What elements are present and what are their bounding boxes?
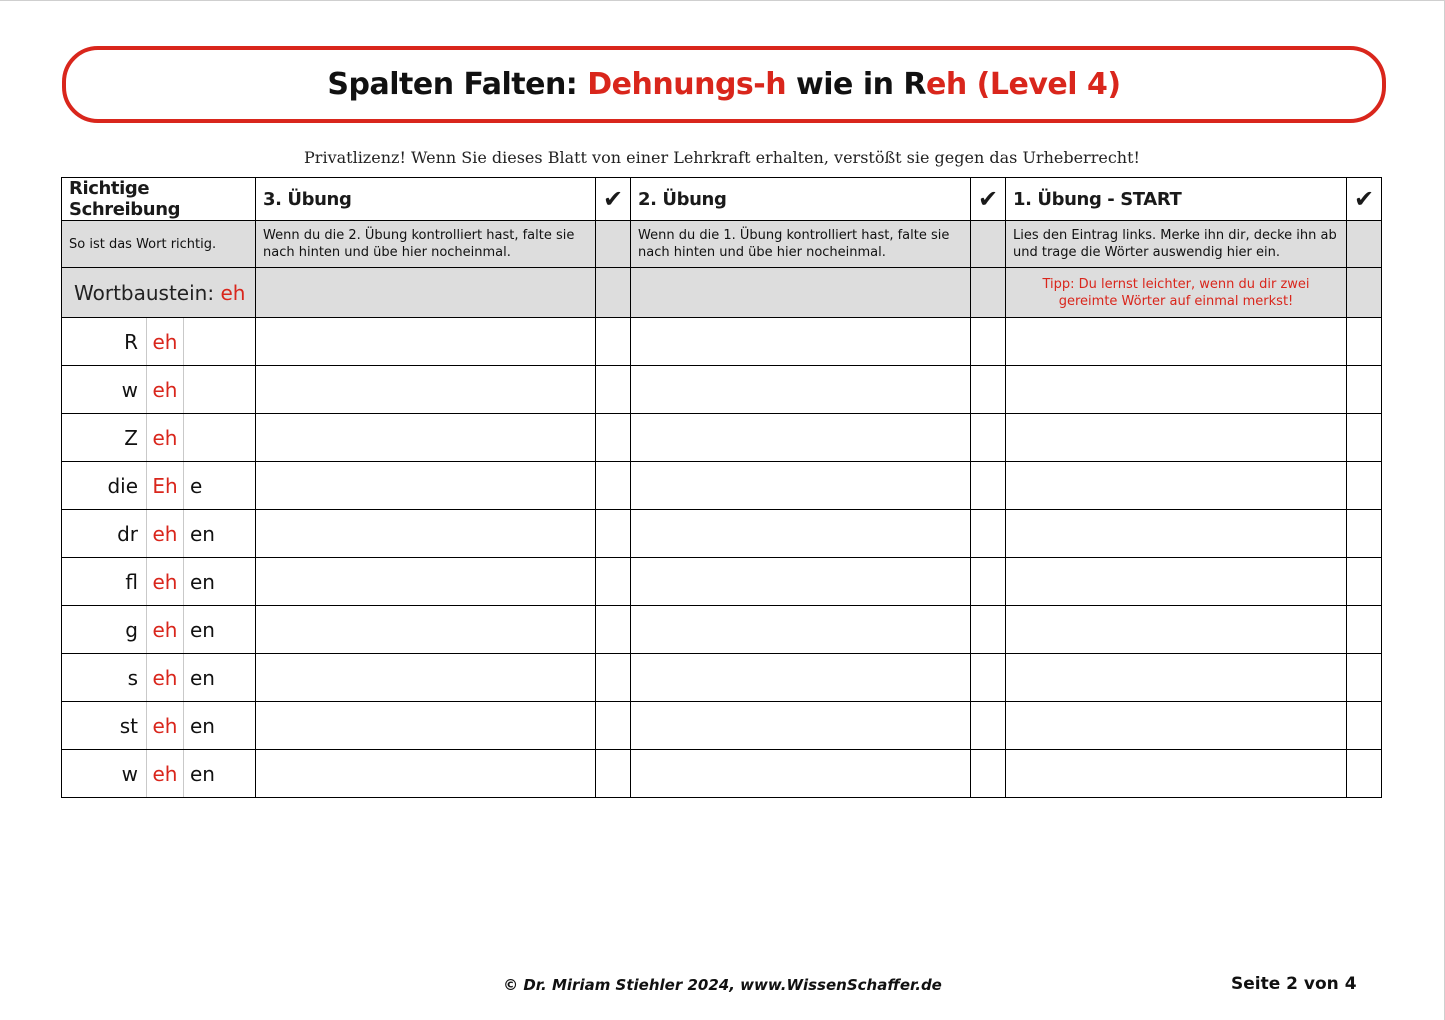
word-prefix: R	[124, 329, 138, 354]
check-cell	[1347, 268, 1382, 318]
word-stem-highlight: eh	[146, 702, 184, 749]
check-cell[interactable]	[1347, 750, 1382, 798]
word-suffix: en	[190, 617, 215, 642]
word-parts	[62, 366, 255, 413]
wortbaustein-label	[62, 268, 256, 318]
empty-cell	[256, 268, 596, 318]
check-cell[interactable]	[1347, 366, 1382, 414]
check-cell[interactable]	[971, 414, 1006, 462]
exercise-1-input-cell[interactable]	[1006, 510, 1347, 558]
table-row	[62, 654, 1382, 702]
exercise-table	[61, 177, 1382, 798]
table-row	[62, 366, 1382, 414]
word-cell	[62, 702, 256, 750]
word-stem-highlight: eh	[146, 654, 184, 701]
check-cell[interactable]	[971, 318, 1006, 366]
check-cell[interactable]	[971, 750, 1006, 798]
exercise-3-input-cell[interactable]	[256, 366, 596, 414]
check-cell	[596, 221, 631, 268]
check-cell[interactable]	[1347, 462, 1382, 510]
column-header-correct: Richtige Schreibung	[62, 178, 256, 221]
word-parts	[62, 750, 255, 797]
word-prefix: dr	[117, 521, 138, 546]
table-row	[62, 318, 1382, 366]
word-cell	[62, 318, 256, 366]
check-cell	[596, 268, 631, 318]
check-cell[interactable]	[1347, 558, 1382, 606]
word-stem-highlight: eh	[146, 318, 184, 365]
title-banner	[62, 46, 1386, 123]
description-row	[62, 221, 1382, 268]
table-row	[62, 750, 1382, 798]
check-cell[interactable]	[971, 654, 1006, 702]
exercise-3-input-cell[interactable]	[256, 702, 596, 750]
exercise-1-input-cell[interactable]	[1006, 750, 1347, 798]
word-stem-highlight: eh	[146, 606, 184, 653]
tip-text: Tipp: Du lernst leichter, wenn du dir zwei gereimte Wörter auf einmal merkst!	[1006, 268, 1347, 318]
wortbaustein-row	[62, 268, 1382, 318]
word-parts	[62, 558, 255, 605]
page-number: Seite 2 von 4	[1231, 974, 1357, 994]
page-title	[327, 67, 1120, 102]
check-cell[interactable]	[596, 414, 631, 462]
word-parts	[62, 414, 255, 461]
check-cell[interactable]	[971, 510, 1006, 558]
word-cell	[62, 510, 256, 558]
word-parts	[62, 702, 255, 749]
check-icon: ✔	[971, 178, 1006, 221]
word-parts	[62, 462, 255, 509]
word-suffix: en	[190, 713, 215, 738]
word-suffix: en	[190, 761, 215, 786]
word-stem-highlight: eh	[146, 510, 184, 557]
check-cell[interactable]	[1347, 654, 1382, 702]
word-prefix: st	[119, 713, 138, 738]
exercise-3-input-cell[interactable]	[256, 414, 596, 462]
title-text: wie in R	[786, 67, 927, 102]
check-cell[interactable]	[596, 606, 631, 654]
exercise-3-input-cell[interactable]	[256, 750, 596, 798]
check-cell[interactable]	[971, 462, 1006, 510]
check-cell[interactable]	[971, 558, 1006, 606]
word-prefix: fl	[125, 569, 138, 594]
word-cell	[62, 462, 256, 510]
check-cell[interactable]	[596, 366, 631, 414]
check-cell[interactable]	[596, 510, 631, 558]
exercise-1-input-cell[interactable]	[1006, 366, 1347, 414]
check-cell[interactable]	[971, 366, 1006, 414]
check-cell[interactable]	[596, 702, 631, 750]
title-text: Spalten Falten:	[327, 67, 588, 102]
exercise-2-input-cell[interactable]	[631, 318, 971, 366]
word-prefix: g	[125, 617, 138, 642]
word-parts	[62, 606, 255, 653]
check-cell[interactable]	[596, 750, 631, 798]
word-suffix: en	[190, 569, 215, 594]
footer-copyright: © Dr. Miriam Stiehler 2024, www.WissenSchaffer.de	[503, 976, 942, 994]
exercise-2-input-cell[interactable]	[631, 654, 971, 702]
check-cell[interactable]	[1347, 510, 1382, 558]
check-cell[interactable]	[596, 462, 631, 510]
word-stem-highlight: eh	[146, 558, 184, 605]
exercise-3-input-cell[interactable]	[256, 606, 596, 654]
exercise-1-input-cell[interactable]	[1006, 702, 1347, 750]
exercise-3-input-cell[interactable]	[256, 558, 596, 606]
table-row	[62, 462, 1382, 510]
exercise-3-input-cell[interactable]	[256, 462, 596, 510]
check-cell[interactable]	[1347, 318, 1382, 366]
exercise-2-input-cell[interactable]	[631, 750, 971, 798]
description-exercise-2: Wenn du die 1. Übung kontrolliert hast, falte sie nach hinten und übe hier nocheinmal.	[631, 221, 971, 268]
title-highlight: eh	[926, 67, 967, 102]
wortbaustein-text: Wortbaustein:	[74, 280, 221, 305]
table-row	[62, 702, 1382, 750]
description-correct: So ist das Wort richtig.	[62, 221, 256, 268]
word-stem-highlight: Eh	[146, 462, 184, 509]
table-row	[62, 414, 1382, 462]
word-suffix: en	[190, 521, 215, 546]
exercise-2-input-cell[interactable]	[631, 462, 971, 510]
word-parts	[62, 318, 255, 365]
column-header-exercise-1: 1. Übung - START	[1006, 178, 1347, 221]
check-icon: ✔	[596, 178, 631, 221]
exercise-1-input-cell[interactable]	[1006, 558, 1347, 606]
check-cell	[971, 221, 1006, 268]
exercise-1-input-cell[interactable]	[1006, 606, 1347, 654]
check-cell[interactable]	[1347, 414, 1382, 462]
word-stem-highlight: eh	[146, 366, 184, 413]
check-cell	[1347, 221, 1382, 268]
title-level: (Level 4)	[966, 67, 1121, 102]
word-cell	[62, 558, 256, 606]
exercise-3-input-cell[interactable]	[256, 510, 596, 558]
check-icon: ✔	[1347, 178, 1382, 221]
exercise-2-input-cell[interactable]	[631, 366, 971, 414]
word-parts	[62, 510, 255, 557]
page-edge	[0, 0, 1445, 1]
check-cell[interactable]	[596, 318, 631, 366]
exercise-2-input-cell[interactable]	[631, 558, 971, 606]
check-cell[interactable]	[596, 654, 631, 702]
word-prefix: die	[107, 473, 138, 498]
description-exercise-1: Lies den Eintrag links. Merke ihn dir, decke ihn ab und trage die Wörter auswendig hier ein.	[1006, 221, 1347, 268]
word-stem-highlight: eh	[146, 414, 184, 461]
exercise-2-input-cell[interactable]	[631, 510, 971, 558]
description-exercise-3: Wenn du die 2. Übung kontrolliert hast, falte sie nach hinten und übe hier nocheinmal.	[256, 221, 596, 268]
exercise-1-input-cell[interactable]	[1006, 414, 1347, 462]
check-cell[interactable]	[1347, 606, 1382, 654]
word-parts	[62, 654, 255, 701]
exercise-3-input-cell[interactable]	[256, 318, 596, 366]
header-row	[62, 178, 1382, 221]
empty-cell	[631, 268, 971, 318]
word-cell	[62, 750, 256, 798]
column-header-exercise-3: 3. Übung	[256, 178, 596, 221]
word-prefix: w	[121, 377, 138, 402]
word-stem-highlight: eh	[146, 750, 184, 797]
word-cell	[62, 606, 256, 654]
exercise-3-input-cell[interactable]	[256, 654, 596, 702]
column-header-exercise-2: 2. Übung	[631, 178, 971, 221]
exercise-2-input-cell[interactable]	[631, 702, 971, 750]
table-row	[62, 510, 1382, 558]
exercise-2-input-cell[interactable]	[631, 414, 971, 462]
exercise-1-input-cell[interactable]	[1006, 318, 1347, 366]
word-cell	[62, 654, 256, 702]
title-highlight: Dehnungs-h	[587, 67, 787, 102]
check-cell[interactable]	[971, 606, 1006, 654]
check-cell	[971, 268, 1006, 318]
word-prefix: w	[121, 761, 138, 786]
word-cell	[62, 366, 256, 414]
word-suffix: e	[190, 473, 203, 498]
exercise-1-input-cell[interactable]	[1006, 654, 1347, 702]
word-suffix: en	[190, 665, 215, 690]
check-cell[interactable]	[1347, 702, 1382, 750]
exercise-2-input-cell[interactable]	[631, 606, 971, 654]
word-prefix: Z	[124, 425, 138, 450]
table-row	[62, 558, 1382, 606]
check-cell[interactable]	[971, 702, 1006, 750]
wortbaustein-value: eh	[220, 280, 246, 305]
exercise-1-input-cell[interactable]	[1006, 462, 1347, 510]
word-cell	[62, 414, 256, 462]
license-notice: Privatlizenz! Wenn Sie dieses Blatt von einer Lehrkraft erhalten, verstößt sie gegen das Urheberrecht!	[304, 148, 1140, 167]
check-cell[interactable]	[596, 558, 631, 606]
word-prefix: s	[127, 665, 138, 690]
table-row	[62, 606, 1382, 654]
